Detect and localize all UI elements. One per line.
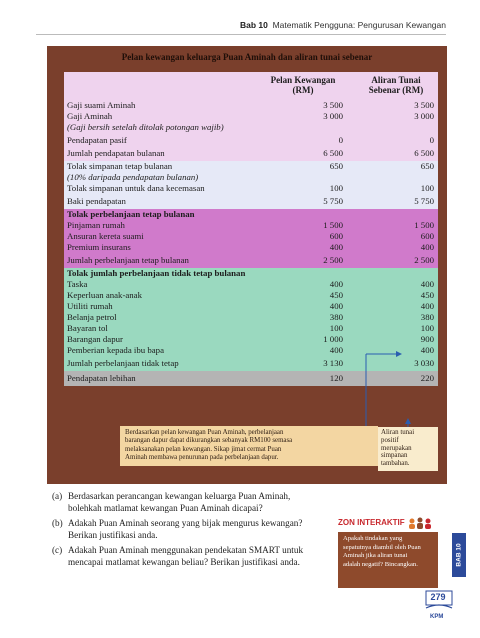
plan-value: 3 000 [323, 111, 343, 121]
row-note: (Gaji bersih setelah ditolak potongan wajib) [67, 122, 224, 132]
chapter-side-tab [452, 533, 466, 577]
question-text: Adakah Puan Aminah seorang yang bijak mengurus kewangan? [68, 518, 303, 528]
actual-value: 400 [420, 242, 434, 252]
zone-line: Aminah jika aliran tunai [343, 552, 408, 559]
row-label: Premium insurans [67, 242, 131, 252]
row-label: Tolak simpanan tetap bulanan [67, 161, 173, 171]
plan-value: 1 000 [323, 334, 343, 344]
row-label: Jumlah perbelanjaan tidak tetap [67, 358, 179, 368]
row-label: Jumlah pendapatan bulanan [67, 148, 165, 158]
row-label: Pendapatan pasif [67, 135, 127, 145]
actual-value: 900 [420, 334, 434, 344]
chapter-subtitle: Matematik Pengguna: Pengurusan Kewangan [272, 20, 446, 30]
interactive-zone-title [338, 517, 440, 529]
row-note: (10% daripada pendapatan bulanan) [67, 172, 199, 182]
actual-value: 100 [420, 183, 434, 193]
actual-value: 400 [420, 345, 434, 355]
actual-value: 6 500 [414, 148, 434, 158]
callout-line: Aminah membawa penurunan pada perbelanjaan dapur. [125, 453, 279, 461]
chapter-label: Bab 10 [239, 20, 268, 30]
question-text: mencapai matlamat kewangan beliau? Berikan justifikasi anda. [68, 556, 300, 567]
zone-line: Apakah tindakan yang [343, 535, 403, 542]
plan-value: 3 500 [323, 100, 343, 110]
positive-cashflow-note [378, 427, 438, 471]
plan-value: 380 [329, 312, 343, 322]
actual-value: 450 [420, 290, 434, 300]
callout-line: Berdasarkan pelan kewangan Puan Aminah, perbelanjaan [125, 429, 284, 436]
zone-line: adalah negatif? Bincangkan. [343, 560, 418, 568]
zone-line: sepatutnya diambil oleh Puan [343, 543, 421, 551]
interactive-zone [338, 517, 440, 588]
plan-value: 2 500 [323, 255, 343, 265]
row-label: Gaji Aminah [67, 111, 113, 121]
row-label: Pendapatan lebihan [67, 373, 136, 383]
actual-value: 400 [420, 301, 434, 311]
actual-value: 0 [429, 135, 434, 145]
actual-value: 220 [420, 373, 434, 383]
col-actual-title: Aliran Tunai [371, 75, 421, 85]
plan-value: 1 500 [323, 220, 343, 230]
actual-value: 2 500 [414, 255, 434, 265]
plan-value: 400 [329, 301, 343, 311]
question-text: Berdasarkan perancangan kewangan keluarga Puan Aminah, [68, 491, 291, 501]
groceries-callout [120, 426, 378, 466]
publisher-logo-text: KPM [430, 614, 444, 620]
section-title: Tolak perbelanjaan tetap bulanan [67, 209, 195, 219]
col-actual-unit: Sebenar (RM) [368, 85, 424, 95]
actual-value: 3 500 [414, 100, 434, 110]
section-title: Tolak jumlah perbelanjaan tidak tetap bulanan [67, 268, 246, 278]
row-label: Jumlah perbelanjaan tetap bulanan [67, 255, 189, 265]
question-label: (a) [52, 491, 63, 501]
plan-value: 120 [329, 373, 343, 383]
side-tab-label: BAB 10 [455, 543, 463, 567]
note-line: tambahan. [381, 460, 410, 468]
people-discussion-icon [407, 517, 433, 529]
arrow-head-groceries [396, 351, 402, 357]
plan-value: 600 [329, 231, 343, 241]
row-label: Barangan dapur [67, 334, 123, 344]
row-label: Bayaran tol [67, 323, 108, 333]
actual-value: 380 [420, 312, 434, 322]
col-plan-unit: (RM) [292, 85, 314, 95]
plan-value: 0 [338, 135, 343, 145]
plan-value: 5 750 [323, 196, 343, 206]
plan-value: 3 130 [323, 358, 343, 368]
actual-value: 3 000 [414, 111, 434, 121]
callout-line: barangan dapur dapat dikurangkan sebanyak RM100 semasa [125, 437, 293, 445]
question-label: (c) [52, 545, 63, 555]
row-label: Pemberian kepada ibu bapa [67, 345, 164, 355]
row-label: Pinjaman rumah [67, 220, 125, 230]
plan-value: 400 [329, 345, 343, 355]
note-line: Aliran tunai [381, 429, 415, 436]
actual-value: 400 [420, 279, 434, 289]
panel-title: Pelan kewangan keluarga Puan Aminah dan aliran tunai sebenar [121, 52, 373, 62]
plan-value: 100 [329, 323, 343, 333]
question-text: Adakah Puan Aminah menggunakan pendekatan SMART untuk [68, 545, 304, 555]
plan-value: 6 500 [323, 148, 343, 158]
question-label: (b) [52, 518, 63, 528]
row-label: Baki pendapatan [67, 196, 126, 206]
row-label: Gaji suami Aminah [67, 100, 136, 110]
actual-value: 600 [420, 231, 434, 241]
row-label: Tolak simpanan untuk dana kecemasan [67, 183, 205, 193]
plan-value: 400 [329, 242, 343, 252]
actual-value: 3 030 [414, 358, 434, 368]
question-text: bolehkah matlamat kewangan Puan Aminah dicapai? [68, 502, 263, 513]
question-text: Berikan justifikasi anda. [68, 529, 158, 540]
interactive-zone-box [338, 532, 438, 588]
row-label: Taska [67, 279, 88, 289]
actual-value: 5 750 [414, 196, 434, 206]
callout-line: melaksanakan pelan kewangan. Sikap jimat cermat Puan [125, 445, 282, 453]
note-line: positif [381, 436, 399, 444]
page-number: 279 [430, 592, 446, 602]
actual-value: 1 500 [414, 220, 434, 230]
row-label: Keperluan anak-anak [67, 290, 142, 300]
actual-value: 100 [420, 323, 434, 333]
arrow-head-surplus [405, 418, 411, 424]
note-line: merupakan [381, 444, 412, 452]
plan-value: 100 [329, 183, 343, 193]
actual-value: 650 [420, 161, 434, 171]
note-line: simpanan [381, 452, 408, 460]
plan-value: 450 [329, 290, 343, 300]
col-plan-title: Pelan Kewangan [270, 75, 336, 85]
zone-title-text: ZON INTERAKTIF [338, 518, 405, 528]
plan-value: 650 [329, 161, 343, 171]
row-label: Ansuran kereta suami [67, 231, 144, 241]
row-label: Belanja petrol [67, 312, 117, 322]
row-label: Utiliti rumah [67, 301, 113, 311]
plan-value: 400 [329, 279, 343, 289]
